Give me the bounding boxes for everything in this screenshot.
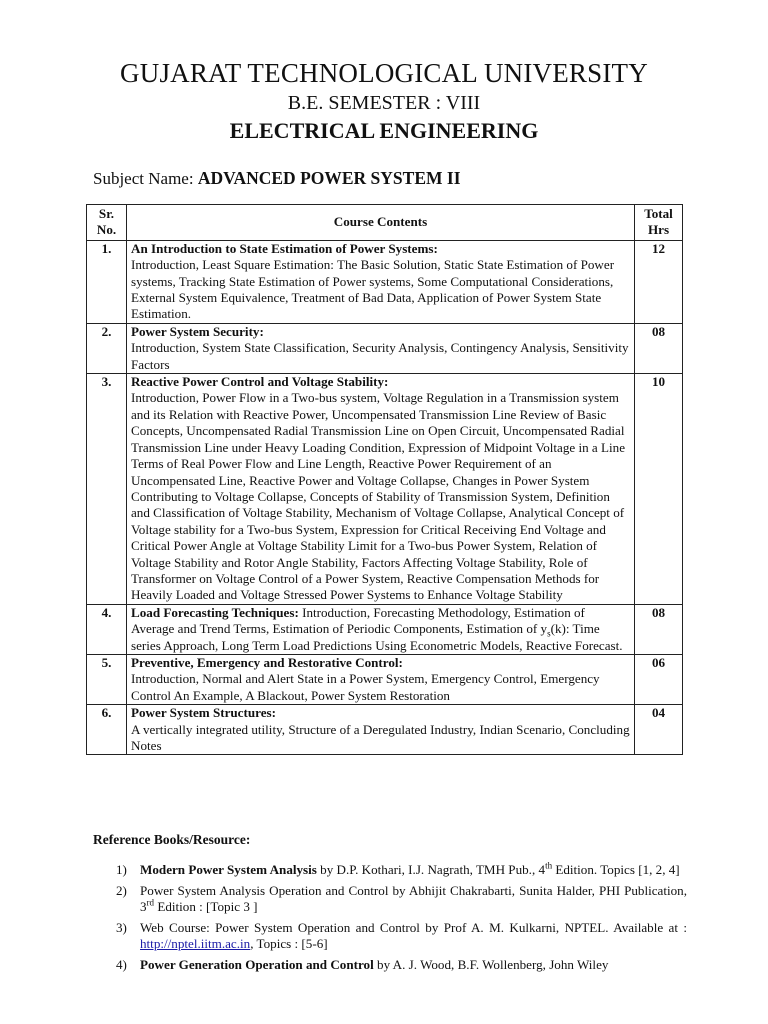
row-title: Reactive Power Control and Voltage Stability: xyxy=(131,374,389,390)
reference-item xyxy=(116,957,687,974)
table-row xyxy=(87,604,683,654)
row-body: Introduction, Normal and Alert State in a Power System, Emergency Control, Emergency Control An Example, A Blackout, Power System Restoration xyxy=(131,671,600,703)
reference-text-cont: Edition. Topics [1, 2, 4] xyxy=(552,862,680,877)
table-row xyxy=(87,323,683,373)
row-title: Preventive, Emergency and Restorative Control: xyxy=(131,654,403,670)
row-title: An Introduction to State Estimation of Power Systems: xyxy=(131,240,438,256)
references-list xyxy=(116,862,687,977)
nptel-link[interactable]: http://nptel.iitm.ac.in xyxy=(140,936,251,951)
reference-title: Power Generation Operation and Control xyxy=(140,956,374,972)
reference-text: by A. J. Wood, B.F. Wollenberg, John Wiley xyxy=(373,956,609,972)
row-body: Introduction, Forecasting Methodology, Estimation of Average and Trend Terms, Estimation of Periodic Components, Estimation of y xyxy=(131,604,585,637)
reference-item xyxy=(116,920,687,953)
reference-title: Modern Power System Analysis xyxy=(140,862,317,877)
reference-text-cont: , Topics : [5-6] xyxy=(250,936,328,951)
row-sr: 2. xyxy=(87,323,127,373)
references-heading: Reference Books/Resource: xyxy=(93,832,251,847)
row-content xyxy=(127,604,635,654)
row-hrs: 08 xyxy=(635,323,683,373)
row-body-cont: (k): Time series Approach, Long Term Load Predictions Using Econometric Models, Reactive Forecast. xyxy=(131,621,623,653)
row-body: Introduction, Power Flow in a Two-bus system, Voltage Regulation in a Transmission system and its Relation with Reactive Power, Uncompensated Transmission Line Review of Basic Concepts, Uncompensated Radial Transmission Line on Open Circuit, Uncompensated Radial Transmission Line under Heavy Loading Condition, Expression of Midpoint Voltage in a Line Terms of Real Power Flow and Line Length, Reactive Power Requirement of an Uncompensated Line, Reactive Power and Voltage Collapse, Changes in Power System Contributing to Voltage Collapse, Concepts of Stability of Transmission System, Definition and Classification of Voltage Stability, Mechanism of Voltage Collapse, Analytical Concept of Voltage stability for a Two-bus System, Expression for Critical Receiving End Voltage and Critical Power Angle at Voltage Stability Limit for a Two-bus Power System, Relation of Voltage Stability and Rotor Angle Stability, Factors Affecting Voltage Stability, Role of Transformer on Voltage Control of a Power System, Reactive Compensation Methods for Heavily Loaded and Voltage Stressed Power Systems to Enhance Voltage Stability xyxy=(131,390,626,603)
reference-number: 4) xyxy=(116,956,127,972)
subject-name: ADVANCED POWER SYSTEM II xyxy=(197,168,461,188)
row-content xyxy=(127,705,635,755)
superscript: rd xyxy=(146,897,155,908)
department-title: ELECTRICAL ENGINEERING xyxy=(229,118,539,143)
table-row xyxy=(87,705,683,755)
row-hrs: 10 xyxy=(635,374,683,605)
row-sr: 3. xyxy=(87,374,127,605)
row-title: Power System Security: xyxy=(131,323,264,339)
row-body: Introduction, System State Classification, Security Analysis, Contingency Analysis, Sensitivity Factors xyxy=(131,340,629,372)
superscript: th xyxy=(545,860,553,871)
row-sr: 4. xyxy=(87,604,127,654)
row-hrs: 04 xyxy=(635,705,683,755)
header-sr-no: Sr. No. xyxy=(87,205,127,241)
reference-text-cont: Edition : [Topic 3 ] xyxy=(154,899,258,914)
table-row xyxy=(87,374,683,605)
reference-number: 3) xyxy=(116,919,127,935)
header-total-hrs: Total Hrs xyxy=(635,205,683,241)
subject-label: Subject Name: xyxy=(93,169,194,188)
table-row xyxy=(87,654,683,704)
reference-text: Web Course: Power System Operation and Control by Prof A. M. Kulkarni, NPTEL. Available at : xyxy=(140,919,687,935)
row-content xyxy=(127,654,635,704)
reference-text: Power System Analysis Operation and Control by Abhijit Chakrabarti, Sunita Halder, PHI Publication, 3 xyxy=(140,882,687,914)
table-header-row xyxy=(87,205,683,241)
semester-label: B.E. SEMESTER : VIII xyxy=(287,92,481,114)
row-sr: 1. xyxy=(87,240,127,323)
header-course-contents: Course Contents xyxy=(127,205,635,241)
reference-number: 1) xyxy=(116,862,127,877)
row-hrs: 08 xyxy=(635,604,683,654)
row-body: Introduction, Least Square Estimation: The Basic Solution, Static State Estimation of Power systems, Tracking State Estimation of Power systems, Some Computational Considerations, External System Equivalence, Treatment of Bad Data, Application of Power System State Estimation. xyxy=(131,257,615,322)
row-content xyxy=(127,374,635,605)
row-hrs: 06 xyxy=(635,654,683,704)
reference-item xyxy=(116,862,687,879)
reference-text: by D.P. Kothari, I.J. Nagrath, TMH Pub., 4 xyxy=(316,862,546,877)
row-content xyxy=(127,240,635,323)
row-hrs: 12 xyxy=(635,240,683,323)
reference-item xyxy=(116,883,687,916)
university-title: GUJARAT TECHNOLOGICAL UNIVERSITY xyxy=(120,58,648,88)
course-contents-table xyxy=(86,204,683,755)
subject-line xyxy=(93,168,461,189)
row-sr: 5. xyxy=(87,654,127,704)
reference-number: 2) xyxy=(116,882,127,898)
table-row xyxy=(87,240,683,323)
subscript-s: s xyxy=(547,628,551,639)
row-title: Power System Structures: xyxy=(131,705,276,721)
row-sr: 6. xyxy=(87,705,127,755)
row-content xyxy=(127,323,635,373)
row-title: Load Forecasting Techniques: xyxy=(131,604,299,620)
row-body: A vertically integrated utility, Structure of a Deregulated Industry, Indian Scenario, Concluding Notes xyxy=(131,721,630,753)
